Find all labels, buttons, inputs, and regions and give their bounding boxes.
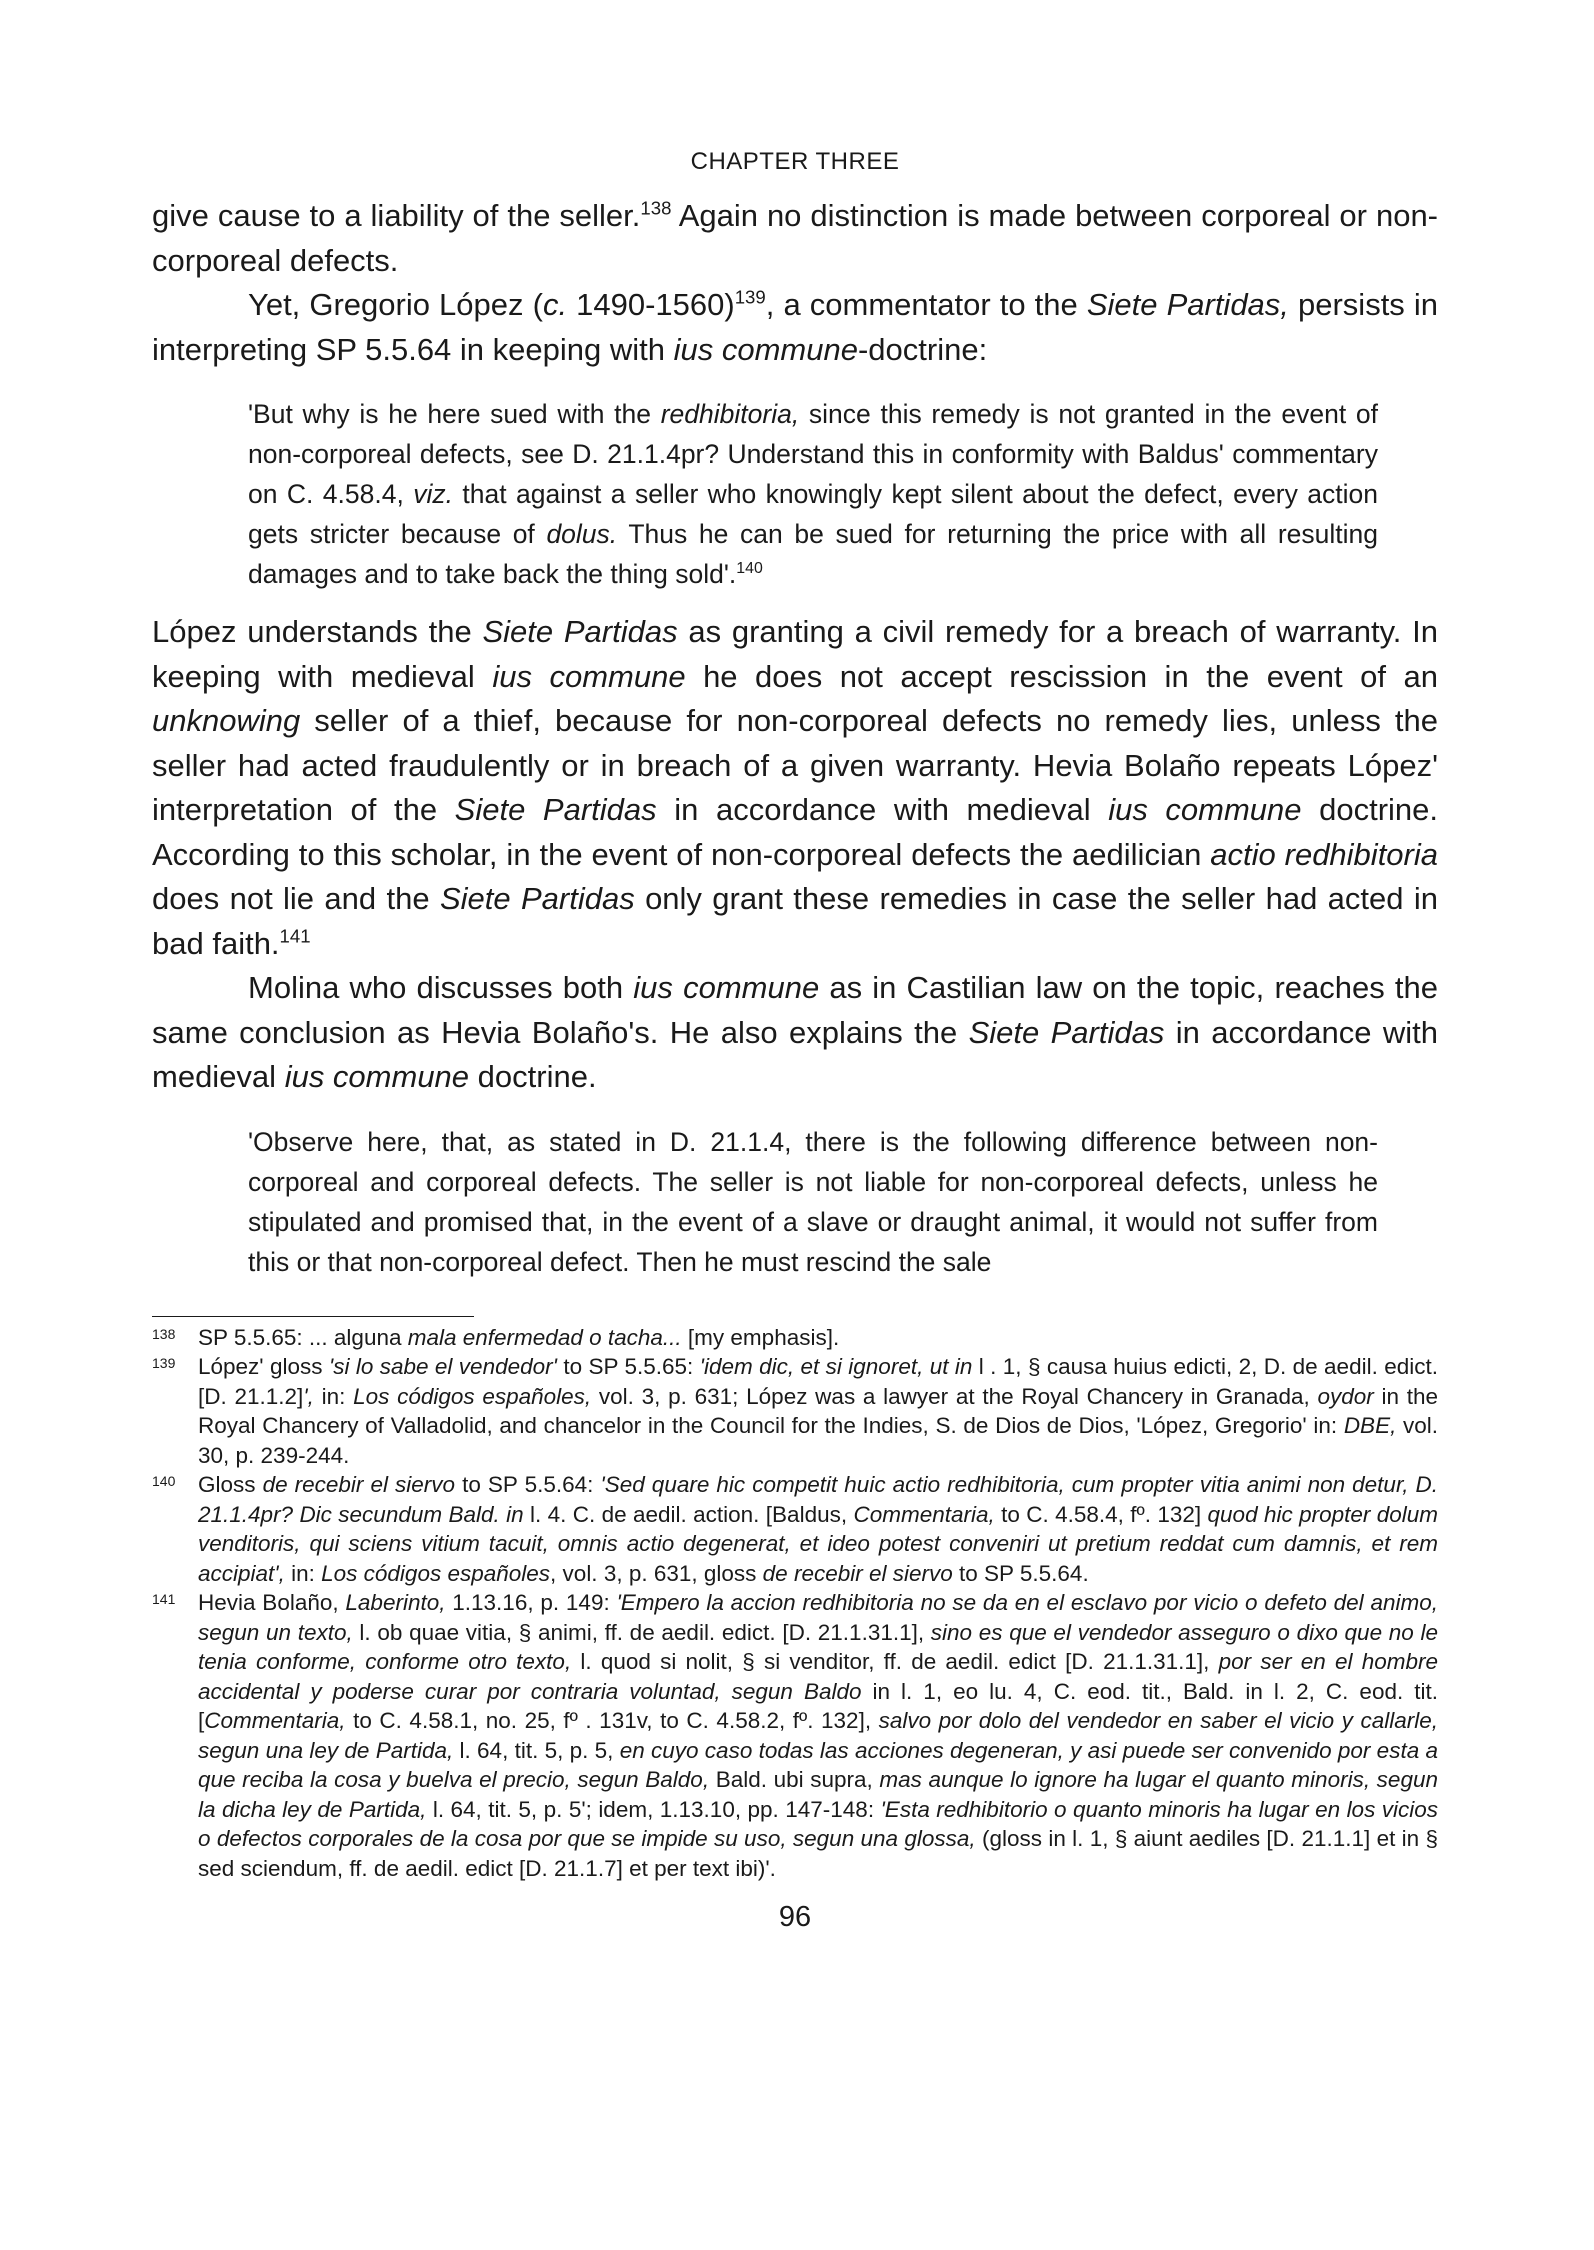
footnote-number: 141 (152, 1591, 176, 1607)
footnote-138 (152, 1323, 1438, 1353)
block-quote-lopez: 'But why is he here sued with the redhibitoria, since this remedy is not granted in the event of non-corporeal defects, see D. 21.1.4pr? Understand this in conformity with Baldus' commentary on C. 4.58.4, viz. that against a seller who knowingly kept silent about the defect, every action gets stricter because of dolus. Thus he can be sued for returning the price with all resulting damages and to take back the thing sold'.$^{140}$ (248, 399, 1378, 589)
footnote-ref-138: 138 (640, 197, 672, 219)
footnote-text: López' gloss 'si lo sabe el vendedor' to SP 5.5.65: 'idem dic, et si ignoret, ut in l . 1, § causa huius edicti, 2, D. de aedil. edict. [D. 21.1.2]', in: Los códigos españoles, vol. 3, p. 631; López was a lawyer at the Royal Chancery in Granada, oydor in the Royal Chancery of Valladolid, and chancelor in the Council for the Indies, S. de Dios de Dios, 'López, Gregorio' in: DBE, vol. 30, p. 239-244. (198, 1354, 1439, 1468)
paragraph-4: Molina who discusses both ius commune as in Castilian law on the topic, reaches the same conclusion as Hevia Bolaño's. He also explains the Siete Partidas in accordance with medieval ius commune doctrine. (152, 970, 1438, 1094)
footnotes (152, 1323, 1438, 1884)
footnote-text: Gloss de recebir el siervo to SP 5.5.64: 'Sed quare hic competit huic actio redhibitoria, cum propter vitia animi non detur, D. 21.1.4pr? Dic secundum Bald. in l. 4. C. de aedil. action. [Baldus, Commentaria, to C. 4.58.4, fº. 132] quod hic propter dolum venditoris, qui sciens vitium tacuit, omnis actio degenerat, et ideo potest conveniri ut pretium reddat cum damnis, et rem accipiat', in: Los códigos españoles, vol. 3, p. 631, gloss de recebir el siervo to SP 5.5.64. (198, 1472, 1439, 1586)
page (152, 148, 1438, 1934)
paragraph-1: give cause to a liability of the seller.$^{138}$ Again no distinction is made between corporeal or non-corporeal defects. (152, 197, 1439, 278)
paragraph-3: López understands the Siete Partidas as granting a civil remedy for a breach of warranty. In keeping with medieval ius commune he does not accept rescission in the event of an unknowing seller of a thief, because for non-corporeal defects no remedy lies, unless the seller had acted fraudulently or in breach of a given warranty. Hevia Bolaño repeats López' interpretation of the Siete Partidas in accordance with medieval ius commune doctrine. According to this scholar, in the event of non-corporeal defects the aedilician actio redhibitoria does not lie and the Siete Partidas only grant these remedies in case the seller had acted in bad faith.$^{141}$ (152, 614, 1439, 961)
footnote-separator (152, 1316, 474, 1317)
running-head: CHAPTER THREE (690, 148, 900, 175)
footnote-text: SP 5.5.65: ... alguna mala enfermedad o tacha... [my emphasis]. (198, 1324, 840, 1350)
footnote-ref-141: 141 (279, 925, 311, 947)
footnote-number: 140 (152, 1473, 176, 1489)
footnote-141 (152, 1588, 1438, 1883)
footnote-number: 138 (152, 1325, 176, 1342)
footnote-139 (152, 1352, 1438, 1470)
block-quote-molina: 'Observe here, that, as stated in D. 21.1.4, there is the following difference between non-corporeal and corporeal defects. The seller is not liable for non-corporeal defects, unless he stipulated and promised that, in the event of a slave or draught animal, it would not suffer from this or that non-corporeal defect. Then he must rescind the sale (248, 1126, 1378, 1277)
footnote-ref-139: 139 (734, 286, 766, 308)
footnote-text: Hevia Bolaño, Laberinto, 1.13.16, p. 149: 'Empero la accion redhibitoria no se da en el esclavo por vicio o defeto del animo, segun un texto, l. ob quae vitia, § animi, ff. de aedil. edict. [D. 21.1.31.1], sino es que el vendedor asseguro o dixo que no le tenia conforme, conforme otro texto, l. quod si nolit, § si venditor, ff. de aedil. edict [D. 21.1.31.1], por ser en el hombre accidental y poderse curar por contraria voluntad, segun Baldo in l. 1, eo lu. 4, C. eod. tit., Bald. in l. 2, C. eod. tit. [Commentaria, to C. 4.58.1, no. 25, fº . 131v, to C. 4.58.2, fº. 132], salvo por dolo del vendedor en saber el vicio y callarle, segun una ley de Partida, l. 64, tit. 5, p. 5, en cuyo caso todas las acciones degeneran, y asi puede ser convenido por esta a que reciba la cosa y buelva el precio, segun Baldo, Bald. ubi supra, mas aunque lo ignore ha lugar el quanto minoris, segun la dicha ley de Partida, l. 64, tit. 5, p. 5'; idem, 1.13.10, pp. 147-148: 'Esta redhibitorio o quanto minoris ha lugar en los vicios o defectos corporales de la cosa por que se impide su uso, segun una glossa, (gloss in l. 1, § aiunt aediles [D. 21.1.1] et in § sed sciendum, ff. de aedil. edict [D. 21.1.7] et per text ibi)'. (198, 1590, 1439, 1881)
page-number: 96 (778, 1901, 812, 1933)
footnote-number: 139 (152, 1355, 176, 1371)
paragraph-2: Yet, Gregorio López (c. 1490-1560)$^{139}$, a commentator to the Siete Partidas, persists in interpreting SP 5.5.64 in keeping with ius commune-doctrine: (152, 286, 1439, 367)
footnote-ref-140: 140 (736, 560, 763, 578)
footnote-140 (152, 1470, 1438, 1588)
